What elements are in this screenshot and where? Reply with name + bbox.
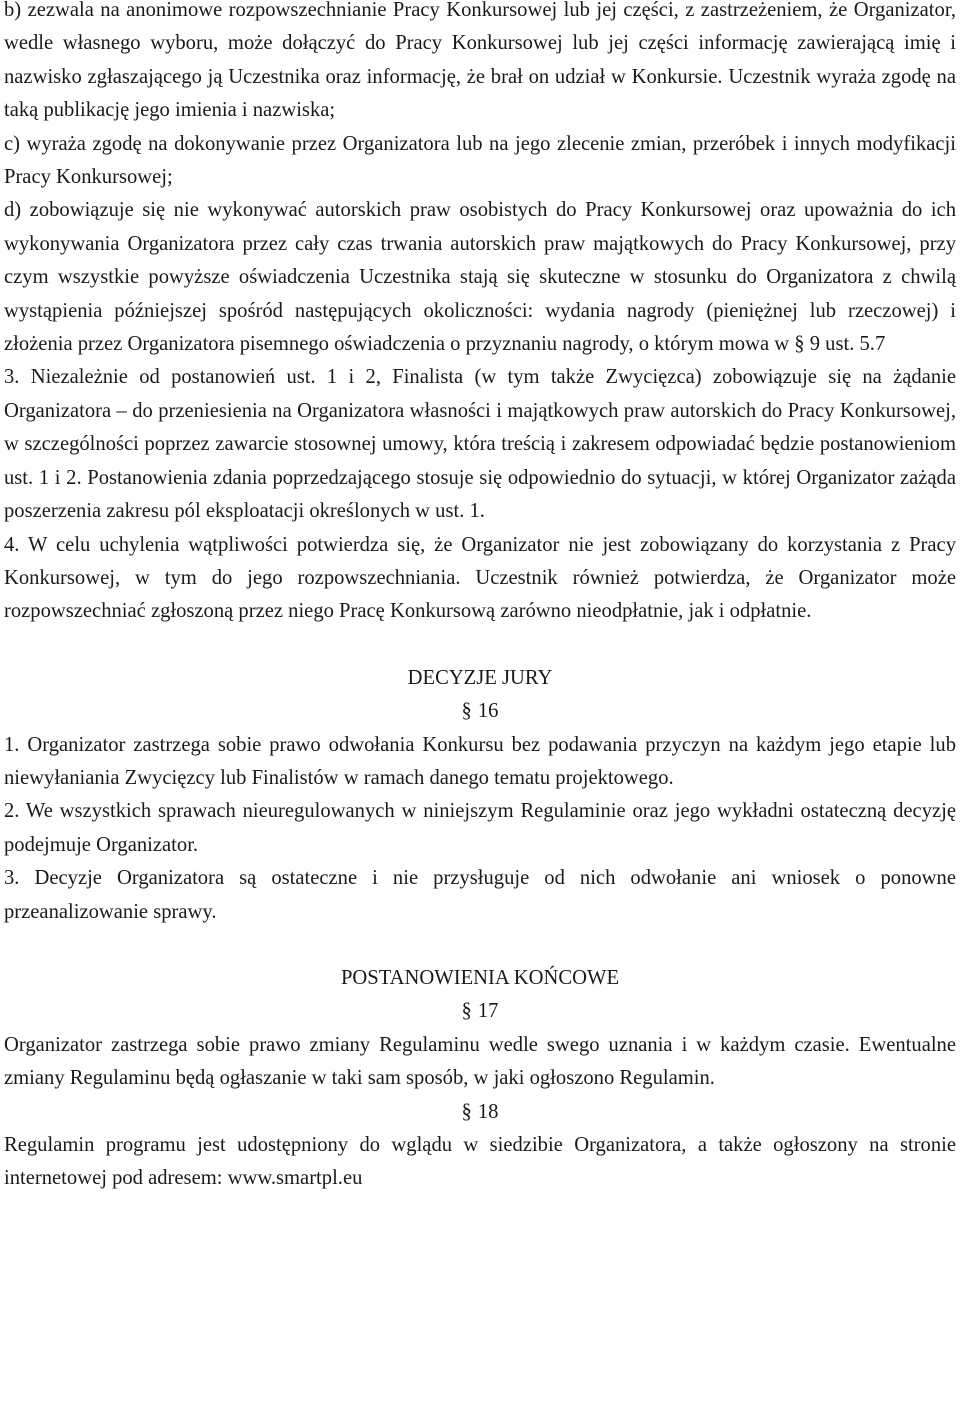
heading-postanowienia-koncowe: POSTANOWIENIA KOŃCOWE bbox=[340, 966, 620, 989]
paragraph-4: 4. W celu uchylenia wątpliwości potwierdza się, że Organizator nie jest zobowiązany do korzystania z Pracy Konkursowej, w tym do jego rozpowszechniania. Uczestnik również potwierdza, że Organizator może rozpowszechniać zgłoszoną przez niego Pracę Konkursową zarówno nieodpłatnie, jak i odpłatnie. bbox=[4, 533, 956, 623]
paragraph-16-1: 1. Organizator zastrzega sobie prawo odwołania Konkursu bez podawania przyczyn na każdym jego etapie lub niewyłaniania Zwycięzcy lub Finalistów w ramach danego tematu projektowego. bbox=[4, 733, 956, 789]
paragraph-17: Organizator zastrzega sobie prawo zmiany Regulaminu wedle swego uznania i w każdym czasie. Ewentualne zmiany Regulaminu będą ogłaszanie w taki sam sposób, w jaki ogłoszono Regulamin. bbox=[4, 1033, 956, 1090]
section-17 bbox=[4, 995, 956, 1028]
paragraph-b: b) zezwala na anonimowe rozpowszechnianie Pracy Konkursowej lub jej części, z zastrzeżeniem, że Organizator, wedle własnego wyboru, może dołączyć do Pracy Konkursowej lub jej części informację zawierającą imię i nazwisko zgłaszającego ją Uczestnika oraz informację, że brał on udział w Konkursie. Uczestnik wyraża zgodę na taką publikację jego imienia i nazwiska; bbox=[4, 0, 956, 122]
section-number: 18 bbox=[477, 1100, 499, 1123]
paragraph-18: Regulamin programu jest udostępniony do wglądu w siedzibie Organizatora, a także ogłoszony na stronie internetowej pod adresem: www.smartpl.eu bbox=[4, 1134, 956, 1190]
paragraph-d: d) zobowiązuje się nie wykonywać autorskich praw osobistych do Pracy Konkursowej oraz upoważnia do ich wykonywania Organizatora przez cały czas trwania autorskich praw majątkowych do Pracy Konkursowej, przy czym wszystkie powyższe oświadczenia Uczestnika stają się skuteczne w stosunku do Organizatora z chwilą wystąpienia późniejszej spośród następujących okoliczności: wydania nagrody (pieniężnej lub rzeczowej) i złożenia przez Organizatora pisemnego oświadczenia o przyznaniu nagrody, o którym mowa w § 9 ust. 5.7 bbox=[4, 199, 956, 356]
spacer bbox=[4, 929, 956, 962]
section-18 bbox=[4, 1096, 956, 1129]
paragraph-c: c) wyraża zgodę na dokonywanie przez Organizatora lub na jego zlecenie zmian, przeróbek i innych modyfikacji Pracy Konkursowej; bbox=[4, 132, 956, 189]
section-number: 17 bbox=[477, 1000, 499, 1023]
section-symbol: § bbox=[461, 1100, 472, 1123]
paragraph-3: 3. Niezależnie od postanowień ust. 1 i 2, Finalista (w tym także Zwycięzca) zobowiązuje się na żądanie Organizatora – do przeniesienia na Organizatora własności i majątkowych praw autorskich do Pracy Konkursowej, w szczególności poprzez zawarcie stosownej umowy, która treścią i zakresem odpowiadać będzie postanowieniom ust. 1 i 2. Postanowienia zdania poprzedzającego stosuje się odpowiednio do sytuacji, w której Organizator zażąda poszerzenia zakresu pól eksploatacji określonych w ust. 1. bbox=[4, 366, 956, 523]
paragraph-16-2: 2. We wszystkich sprawach nieuregulowanych w niniejszym Regulaminie oraz jego wykładni ostateczną decyzję podejmuje Organizator. bbox=[4, 800, 956, 856]
section-number: 16 bbox=[477, 700, 499, 723]
section-symbol: § bbox=[461, 700, 472, 723]
section-16 bbox=[4, 695, 956, 728]
section-symbol: § bbox=[461, 1000, 472, 1023]
heading-decyzje-jury: DECYZJE JURY bbox=[407, 666, 553, 689]
paragraph-16-3: 3. Decyzje Organizatora są ostateczne i nie przysługuje od nich odwołanie ani wniosek o ponowne przeanalizowanie sprawy. bbox=[4, 867, 956, 923]
spacer bbox=[4, 629, 956, 662]
